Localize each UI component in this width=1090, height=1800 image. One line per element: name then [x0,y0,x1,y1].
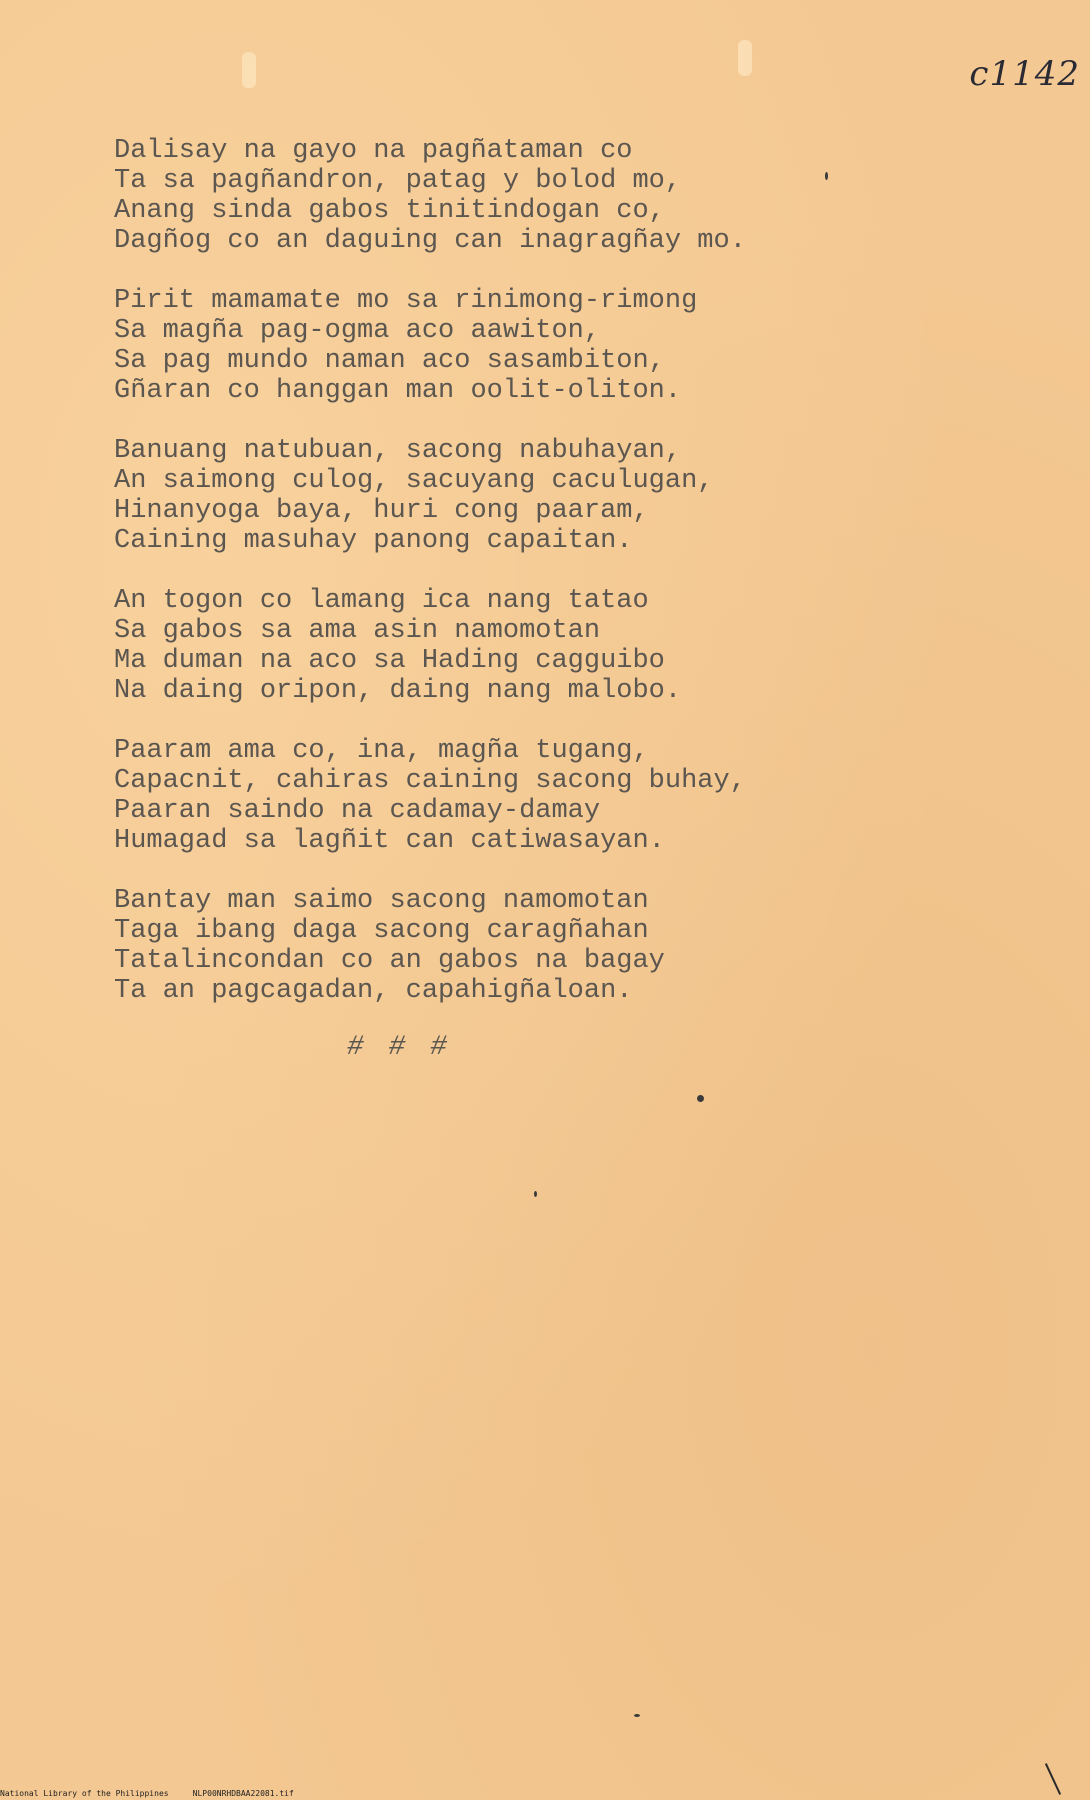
library-name: National Library of the Philippines [0,1789,169,1798]
poem-line: Ma duman na aco sa Hading cagguibo [114,646,665,676]
section-separator: # # # [347,1032,452,1063]
poem-line: Caining masuhay panong capaitan. [114,526,633,556]
ink-speck [634,1714,640,1717]
poem-line: Gñaran co hanggan man oolit-oliton. [114,376,682,406]
poem-line: Dagñog co an daguing can inagragñay mo. [114,226,746,256]
poem-body [114,136,1014,1036]
stanza [114,436,1014,556]
ink-speck [534,1191,537,1197]
poem-line: Paaran saindo na cadamay-damay [114,796,601,826]
poem-line: Paaram ama co, ina, magña tugang, [114,736,649,766]
stanza [114,736,1014,856]
poem-line: Sa magña pag-ogma aco aawiton, [114,316,601,346]
poem-line: An togon co lamang ica nang tatao [114,586,649,616]
paper-crease-mark [242,52,256,88]
image-filename: NLP00NRHDBAA22081.tif [192,1789,294,1798]
poem-line: Banuang natubuan, sacong nabuhayan, [114,436,682,466]
pen-stroke-mark [1045,1763,1061,1795]
stanza [114,586,1014,706]
poem-line: Humagad sa lagñit can catiwasayan. [114,826,665,856]
poem-line: Dalisay na gayo na pagñataman co [114,136,633,166]
poem-line: Hinanyoga baya, huri cong paaram, [114,496,649,526]
poem-line: Anang sinda gabos tinitindogan co, [114,196,665,226]
handwritten-catalog-number: c1142 [969,54,1080,94]
poem-line: Ta sa pagñandron, patag y bolod mo, [114,166,682,196]
poem-line: Taga ibang daga sacong caragñahan [114,916,649,946]
poem-line: Ta an pagcagadan, capahigñaloan. [114,976,633,1006]
stanza [114,136,1014,256]
poem-line: An saimong culog, sacuyang caculugan, [114,466,714,496]
archive-footer [0,1789,294,1798]
poem-line: Pirit mamamate mo sa rinimong-rimong [114,286,698,316]
poem-line: Na daing oripon, daing nang malobo. [114,676,682,706]
poem-line: Capacnit, cahiras caining sacong buhay, [114,766,746,796]
poem-line: Tatalincondan co an gabos na bagay [114,946,665,976]
poem-line: Bantay man saimo sacong namomotan [114,886,649,916]
paper-crease-mark [738,40,752,76]
ink-speck [825,172,828,180]
poem-line: Sa gabos sa ama asin namomotan [114,616,601,646]
ink-speck [697,1095,704,1102]
stanza [114,286,1014,406]
stanza [114,886,1014,1006]
poem-line: Sa pag mundo naman aco sasambiton, [114,346,665,376]
